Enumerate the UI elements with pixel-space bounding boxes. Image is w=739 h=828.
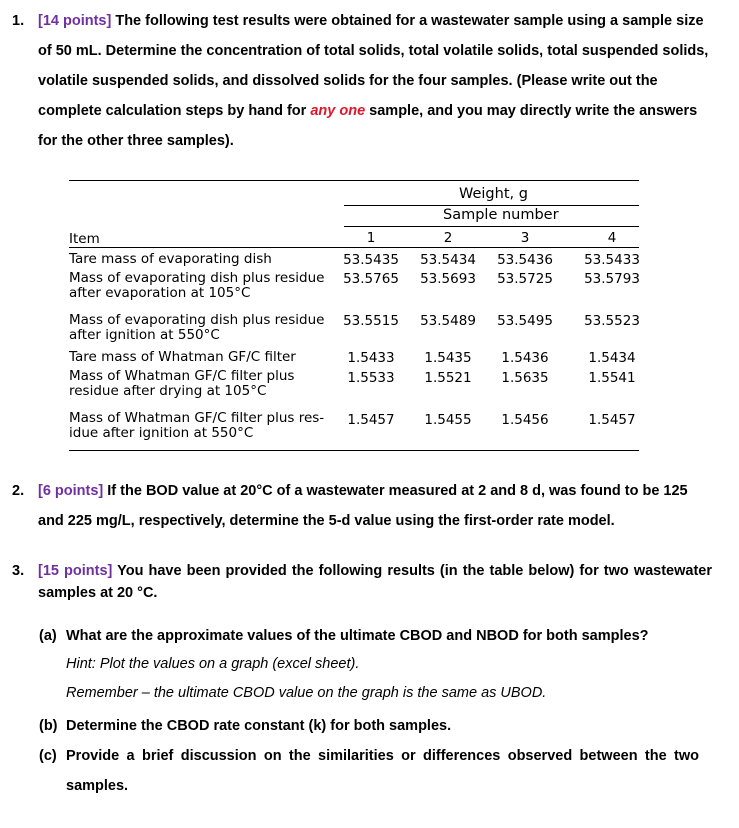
table-bottom-rule [69,450,639,451]
question-3-points: [15 points] [38,563,113,579]
table-cell: 1.5435 [424,350,472,366]
table-cell: 1.5541 [588,370,636,386]
table-cell: 1.5456 [501,412,549,428]
table-cell: 1.5455 [424,412,472,428]
table-cell: 53.5436 [497,252,553,268]
table-cell: 53.5725 [497,271,553,287]
question-3 [12,560,712,604]
question-2-body: If the BOD value at 20°C of a wastewater measured at 2 and 8 d, was found to be 125 and 225 mg/L, respectively, determine the 5-d value using the first-order rate model. [38,483,688,529]
table-cell: 53.5489 [420,313,476,329]
table-row-label: Mass of Whatman GF/C filter plus res- idue after ignition at 550°C [69,410,325,441]
table-cell: 53.5434 [420,252,476,268]
column-header-2: 2 [443,230,453,246]
question-3a-text: What are the approximate values of the ultimate CBOD and NBOD for both samples? [66,628,649,644]
table-cell: 1.5521 [424,370,472,386]
table-row-label: Tare mass of evaporating dish [69,251,272,267]
question-3c [39,741,699,801]
question-1-text-after: sample, and you may directly write the answers for the other three samples). [38,103,698,149]
table-cell: 53.5693 [420,271,476,287]
question-2-text [38,476,712,536]
column-header-4: 4 [607,230,617,246]
question-1-number: 1. [12,13,25,29]
table-cell: 53.5433 [584,252,640,268]
question-3b-text: Determine the CBOD rate constant (k) for both samples. [66,718,452,734]
header-weight-rule [344,205,639,206]
question-3c-label: (c) [39,748,57,764]
table-row-label: Mass of evaporating dish plus residue after ignition at 550°C [69,312,325,343]
table-top-rule [69,180,639,181]
table-cell: 1.5635 [501,370,549,386]
table-cell: 1.5533 [347,370,395,386]
question-3a [39,621,699,701]
question-3b-label: (b) [39,718,58,734]
header-sample-rule [344,226,639,227]
table-row-label: Mass of Whatman GF/C filter plus residue after drying at 105°C [69,368,295,399]
table-row-label: Mass of evaporating dish plus residue after evaporation at 105°C [69,270,325,301]
question-1-points: [14 points] [38,13,112,29]
question-3c-text: Provide a brief discussion on the similarities or differences observed between the two samples. [66,748,699,794]
question-2-number: 2. [12,483,25,499]
question-1 [12,6,712,156]
question-3-body: You have been provided the following results (in the table below) for two wastewater samples at 20 °C. [38,563,712,601]
header-bottom-rule [69,247,639,248]
table-cell: 53.5435 [343,252,399,268]
question-3a-hint: Hint: Plot the values on a graph (excel sheet). [66,656,360,672]
table-cell: 1.5436 [501,350,549,366]
question-2 [12,476,712,536]
question-1-emphasis: any one [310,103,366,119]
header-item: Item [69,231,100,247]
question-1-text [38,6,712,156]
question-2-points: [6 points] [38,483,104,499]
table-cell: 53.5523 [584,313,640,329]
question-3-number: 3. [12,563,25,579]
question-3a-label: (a) [39,628,57,644]
table-cell: 53.5515 [343,313,399,329]
table-cell: 1.5434 [588,350,636,366]
table-cell: 53.5765 [343,271,399,287]
table-cell: 53.5793 [584,271,640,287]
table-cell: 1.5457 [588,412,636,428]
column-header-1: 1 [366,230,376,246]
table-cell: 1.5457 [347,412,395,428]
question-3b [39,711,699,741]
column-header-3: 3 [520,230,530,246]
table-row-label: Tare mass of Whatman GF/C filter [69,349,296,365]
table-cell: 53.5495 [497,313,553,329]
header-sample-number: Sample number [443,207,559,223]
question-1-text-before: The following test results were obtained for a wastewater sample using a sample size of 50 mL. Determine the concentration of total solids, total volatile solids, total suspended solids, volatile suspended solids, and dissolved solids for the four samples. (Please write out the complete calculation steps by hand for [38,13,709,119]
header-weight: Weight, g [459,186,528,202]
question-3-text [38,560,712,604]
question-3a-remember: Remember – the ultimate CBOD value on the graph is the same as UBOD. [66,685,547,701]
table-cell: 1.5433 [347,350,395,366]
